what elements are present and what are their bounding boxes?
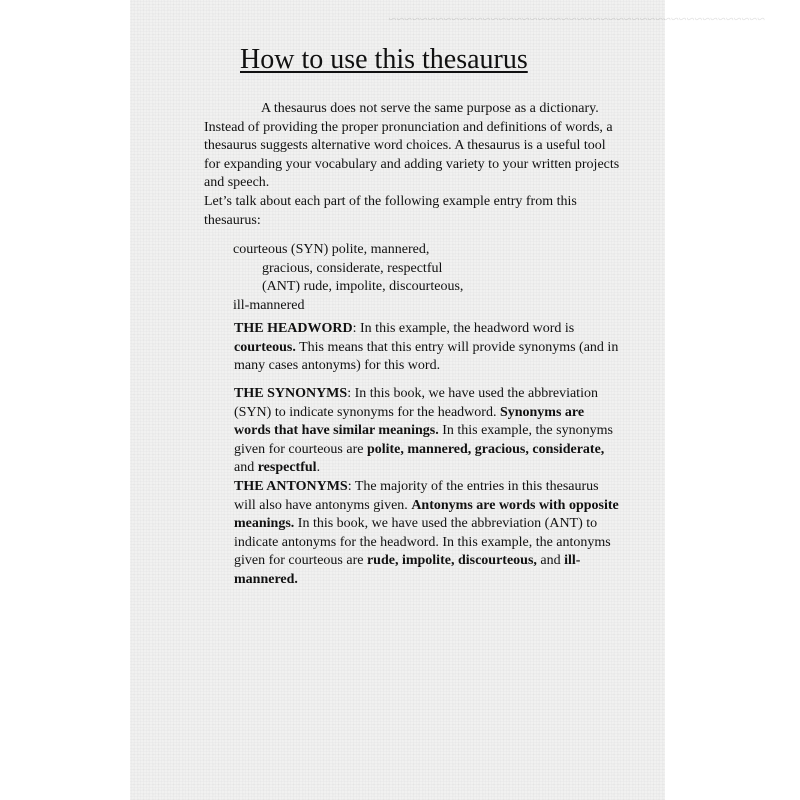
synonyms-text-2: In this example, the synonyms given for courteous are <box>234 423 613 457</box>
antonyms-example-last: ill-mannered. <box>234 553 581 587</box>
antonyms-text-3: and <box>536 553 565 568</box>
synonyms-text-4: . <box>316 460 321 475</box>
headword-word: courteous. <box>234 339 296 355</box>
headword-section <box>234 320 619 376</box>
antonyms-heading: THE ANTONYMS <box>234 479 348 494</box>
synonyms-text-3: and <box>234 460 258 475</box>
example-entry <box>233 241 533 315</box>
synonyms-example-last: respectful <box>257 460 317 475</box>
antonyms-example-list: rude, impolite, discourteous, <box>366 553 537 568</box>
page-title: How to use this thesaurus <box>240 44 528 75</box>
antonyms-definition: Antonyms are words with opposite meanings. <box>234 497 619 531</box>
headword-text-2: This means that this entry will provide synonyms (and in many cases antonyms) for this word. <box>234 339 619 373</box>
synonyms-section <box>234 385 619 478</box>
headword-text-1: : In this example, the headword word is <box>352 321 575 336</box>
intro-paragraph: A thesaurus does not serve the same purpose as a dictionary. Instead of providing the proper pronunciation and definitions of words, a thesaurus suggests alternative word choices. A thesaurus is a useful tool for expanding your vocabulary and adding variety to your written projects and speech. <box>204 101 620 190</box>
synonyms-definition: Synonyms are words that have similar meanings. <box>234 404 585 438</box>
bleed-through-texture: ~~~~~~~~~~~~~~~~~~~~~~~~~~~~~~~~~~~~~~~~~~~~~~~~ <box>388 12 765 28</box>
synonyms-text-1: : In this book, we have used the abbreviation (SYN) to indicate synonyms for the headword. <box>234 386 598 420</box>
lets-talk-paragraph: Let’s talk about each part of the following example entry from this thesaurus: <box>204 194 577 228</box>
example-entry-line-4: ill-mannered <box>233 297 305 313</box>
synonyms-heading: THE SYNONYMS <box>234 386 348 401</box>
example-entry-line-1: courteous (SYN) polite, mannered, <box>233 242 430 257</box>
antonyms-section <box>234 478 619 589</box>
example-entry-line-2: gracious, considerate, respectful <box>262 260 443 276</box>
example-entry-line-3: (ANT) rude, impolite, discourteous, <box>262 279 464 294</box>
antonyms-text-1: : The majority of the entries in this thesaurus will also have antonyms given. <box>234 479 599 513</box>
headword-heading: THE HEADWORD <box>234 321 353 336</box>
antonyms-text-2: In this book, we have used the abbreviation (ANT) to indicate antonyms for the headword. In this example, the antonyms given for courteous are <box>234 516 611 568</box>
synonyms-example-list: polite, mannered, gracious, considerate, <box>366 441 605 457</box>
